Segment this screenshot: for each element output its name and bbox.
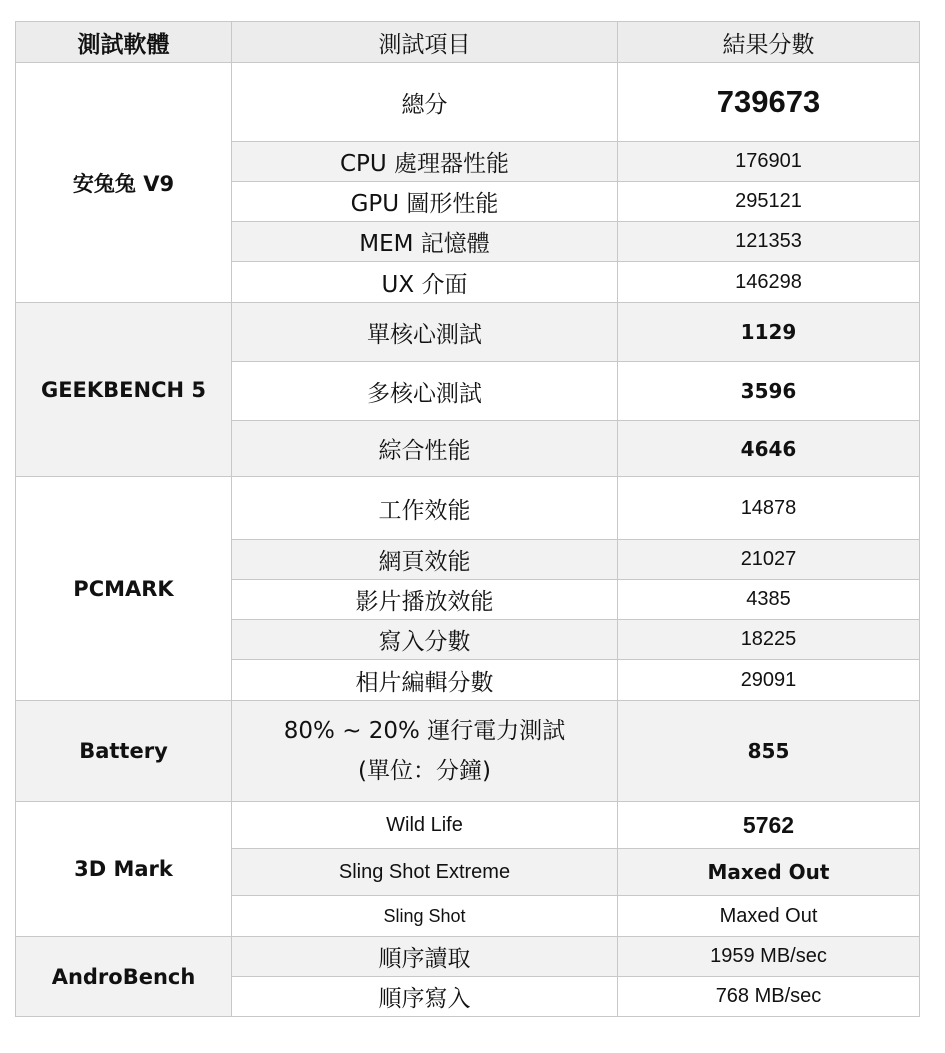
software-pcmark: PCMARK: [16, 477, 232, 701]
battery-item-line2: (單位：分鐘): [358, 758, 491, 784]
result-cell: 768 MB/sec: [618, 977, 920, 1017]
item-cell: 綜合性能: [232, 421, 618, 477]
table-row: [16, 701, 920, 802]
item-cell: MEM 記憶體: [232, 222, 618, 262]
item-cell: 相片編輯分數: [232, 660, 618, 701]
software-3dmark: 3D Mark: [16, 802, 232, 937]
result-cell: 855: [618, 701, 920, 802]
item-cell: CPU 處理器性能: [232, 142, 618, 182]
table-row: [16, 937, 920, 977]
item-cell: 單核心測試: [232, 303, 618, 362]
item-cell: Sling Shot: [232, 896, 618, 937]
table-row: [16, 477, 920, 540]
result-cell: 1959 MB/sec: [618, 937, 920, 977]
item-cell: 影片播放效能: [232, 580, 618, 620]
result-cell: 146298: [618, 262, 920, 303]
item-cell: UX 介面: [232, 262, 618, 303]
result-cell: Maxed Out: [618, 896, 920, 937]
result-cell: 4385: [618, 580, 920, 620]
header-item: 測試項目: [232, 22, 618, 63]
software-geekbench: GEEKBENCH 5: [16, 303, 232, 477]
item-cell: 順序寫入: [232, 977, 618, 1017]
result-cell: Maxed Out: [618, 849, 920, 896]
item-cell: 寫入分數: [232, 620, 618, 660]
software-antutu: 安兔兔 V9: [16, 63, 232, 303]
table-row: [16, 303, 920, 362]
header-result: 結果分數: [618, 22, 920, 63]
software-battery: Battery: [16, 701, 232, 802]
result-cell: 176901: [618, 142, 920, 182]
header-row: [16, 22, 920, 63]
item-cell: 順序讀取: [232, 937, 618, 977]
item-cell: 工作效能: [232, 477, 618, 540]
result-cell: 5762: [618, 802, 920, 849]
item-cell: [232, 701, 618, 802]
result-cell: 4646: [618, 421, 920, 477]
result-cell: 121353: [618, 222, 920, 262]
result-cell: 739673: [618, 63, 920, 142]
item-cell: 多核心測試: [232, 362, 618, 421]
item-cell: 總分: [232, 63, 618, 142]
benchmark-table: [15, 21, 920, 1017]
header-software: 測試軟體: [16, 22, 232, 63]
item-cell: Wild Life: [232, 802, 618, 849]
result-cell: 295121: [618, 182, 920, 222]
result-cell: 1129: [618, 303, 920, 362]
table-row: [16, 802, 920, 849]
item-cell: GPU 圖形性能: [232, 182, 618, 222]
table-row: [16, 63, 920, 142]
item-cell: Sling Shot Extreme: [232, 849, 618, 896]
result-cell: 18225: [618, 620, 920, 660]
result-cell: 14878: [618, 477, 920, 540]
item-cell: 網頁效能: [232, 540, 618, 580]
result-cell: 21027: [618, 540, 920, 580]
software-androbench: AndroBench: [16, 937, 232, 1017]
result-cell: 3596: [618, 362, 920, 421]
battery-item-line1: 80% ~ 20% 運行電力測試: [283, 718, 566, 744]
result-cell: 29091: [618, 660, 920, 701]
